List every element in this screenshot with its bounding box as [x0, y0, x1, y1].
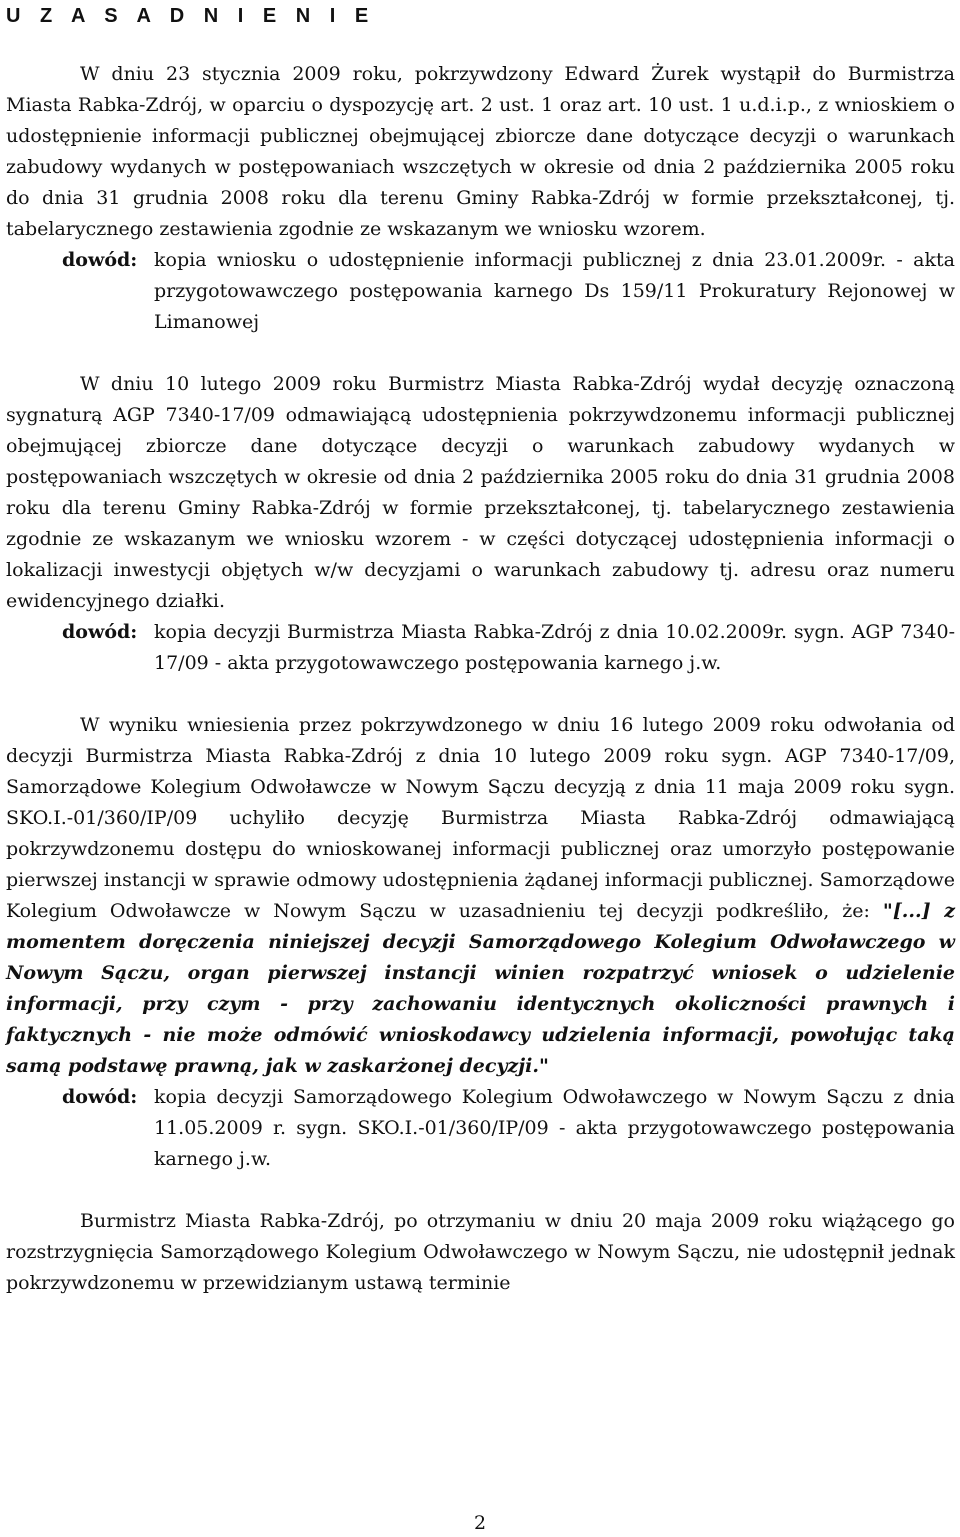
paragraph-appeal — [6, 710, 955, 1082]
quoted-passage: "[...] z momentem doręczenia niniejszej decyzji Samorządowego Kolegium Odwoławczego w Nowym Sączu, organ pierwszej instancji winien rozpatrzyć wniosek o udzielenie informacji, przy czym - przy zachowaniu identycznych okoliczności prawnych i faktycznych - nie może odmówić wnioskodawcy udzielenia informacji, powołując taką samą podstawę prawną, jak w zaskarżonej decyzji." — [6, 900, 955, 1077]
evidence-label: dowód: — [62, 1086, 138, 1108]
appeal-text: W wyniku wniesienia przez pokrzywdzonego w dniu 16 lutego 2009 roku odwołania od decyzji Burmistrza Miasta Rabka-Zdrój z dnia 10 lutego 2009 roku sygn. AGP 7340-17/09, Samorządowe Kolegium Odwoławcze w Nowym Sączu decyzją z dnia 11 maja 2009 roku sygn. SKO.I.-01/360/IP/09 uchyliło decyzję Burmistrza Miasta Rabka-Zdrój odmawiającą pokrzywdzonemu dostępu do wnioskowanej informacji publicznej oraz umorzyło postępowanie pierwszej instancji w sprawie odmowy udostępnienia żądanej informacji publicznej. Samorządowe Kolegium Odwoławcze w Nowym Sączu w uzasadnieniu tej decyzji podkreśliło, że: — [6, 714, 955, 922]
document-page — [6, 0, 955, 1299]
paragraph-request: W dniu 23 stycznia 2009 roku, pokrzywdzony Edward Żurek wystąpił do Burmistrza Miasta Rabka-Zdrój, w oparciu o dyspozycję art. 2 ust. 1 oraz art. 10 ust. 1 u.d.i.p., z wnioskiem o udostępnienie informacji publicznej obejmującej zbiorcze dane dotyczące decyzji o warunkach zabudowy wydanych w postępowaniach wszczętych w okresie od dnia 2 października 2005 roku do dnia 31 grudnia 2008 roku dla terenu Gminy Rabka-Zdrój w formie przekształconej, tj. tabelarycznego zestawienia zgodnie ze wskazanym we wniosku wzorem. — [6, 63, 955, 240]
evidence-label: dowód: — [62, 621, 138, 643]
page-number: 2 — [473, 1512, 487, 1534]
section-heading: U Z A S A D N I E N I E — [6, 5, 376, 27]
evidence-1 — [6, 245, 955, 338]
evidence-text: kopia wniosku o udostępnienie informacji publicznej z dnia 23.01.2009r. - akta przygotowawczego postępowania karnego Ds 159/11 Prokuratury Rejonowej w Limanowej — [154, 249, 955, 333]
evidence-3 — [6, 1082, 955, 1175]
evidence-2 — [6, 617, 955, 679]
evidence-label: dowód: — [62, 249, 138, 271]
paragraph-decision: W dniu 10 lutego 2009 roku Burmistrz Miasta Rabka-Zdrój wydał decyzję oznaczoną sygnaturą AGP 7340-17/09 odmawiającą udostępnienia pokrzywdzonemu informacji publicznej obejmującej zbiorcze dane dotyczące decyzji o warunkach zabudowy wydanych w postępowaniach wszczętych w okresie od dnia 2 października 2005 roku do dnia 31 grudnia 2008 roku dla terenu Gminy Rabka-Zdrój w formie przekształconej, tj. tabelarycznego zestawienia zgodnie ze wskazanym we wniosku wzorem - w części dotyczącej udostępnienia informacji o lokalizacji inwestycji objętych w/w decyzjami o warunkach zabudowy tj. adresu oraz numeru ewidencyjnego działki. — [6, 373, 955, 612]
paragraph-mayor-response: Burmistrz Miasta Rabka-Zdrój, po otrzymaniu w dniu 20 maja 2009 roku wiążącego go rozstrzygnięcia Samorządowego Kolegium Odwoławczego w Nowym Sączu, nie udostępnił jednak pokrzywdzonemu w przewidzianym ustawą terminie — [6, 1210, 955, 1294]
evidence-text: kopia decyzji Burmistrza Miasta Rabka-Zdrój z dnia 10.02.2009r. sygn. AGP 7340-17/09 - akta przygotowawczego postępowania karnego j.w. — [154, 621, 955, 674]
evidence-text: kopia decyzji Samorządowego Kolegium Odwoławczego w Nowym Sączu z dnia 11.05.2009 r. sygn. SKO.I.-01/360/IP/09 - akta przygotowawczego postępowania karnego j.w. — [154, 1086, 955, 1170]
